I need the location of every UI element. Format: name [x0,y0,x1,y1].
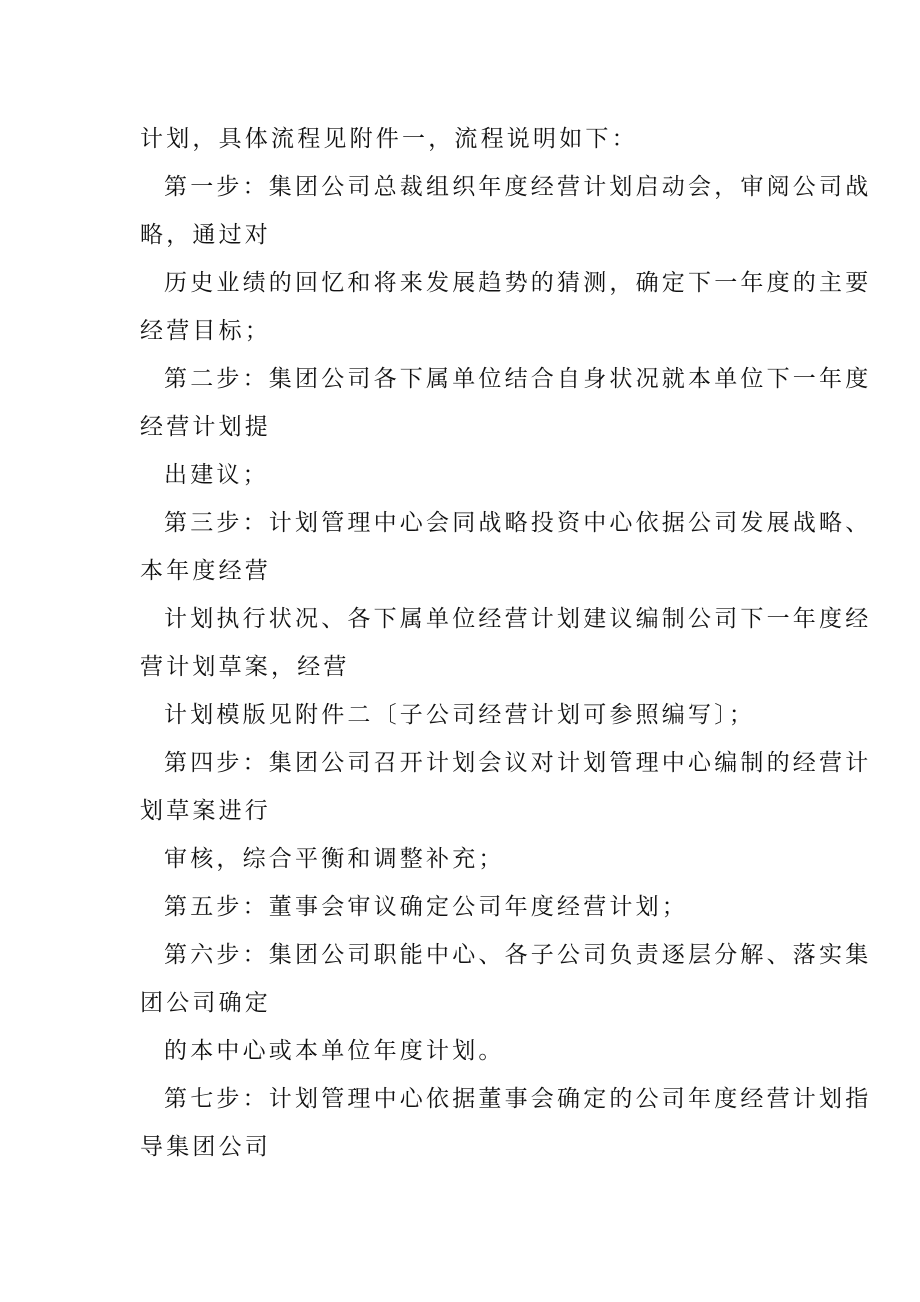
text-line-step1-detail: 历史业绩的回忆和将来发展趋势的猜测，确定下一年度的主要 [164,270,872,296]
text-line-step3: 第三步：计划管理中心会同战略投资中心依据公司发展战略、 [164,510,872,536]
text-line-step2: 第二步：集团公司各下属单位结合自身状况就本单位下一年度 [164,366,872,392]
text-line-step2-cont: 经营计划提 [140,414,271,440]
text-line-step3-template: 计划模版见附件二〔子公司经营计划可参照编写〕； [164,702,756,728]
text-line-step4-detail: 审核，综合平衡和调整补充； [164,846,505,872]
text-line-step7-cont: 导集团公司 [140,1134,271,1160]
text-line-step7: 第七步：计划管理中心依据董事会确定的公司年度经营计划指 [164,1086,872,1112]
text-line-intro: 计划，具体流程见附件一，流程说明如下： [140,126,638,152]
text-line-step4: 第四步：集团公司召开计划会议对计划管理中心编制的经营计 [164,750,872,776]
text-line-step3-detail: 计划执行状况、各下属单位经营计划建议编制公司下一年度经 [164,606,872,632]
text-line-step3-cont: 本年度经营 [140,558,271,584]
text-line-step6-cont: 团公司确定 [140,990,271,1016]
text-line-step5: 第五步：董事会审议确定公司年度经营计划； [164,894,688,920]
text-line-step6: 第六步：集团公司职能中心、各子公司负责逐层分解、落实集 [164,942,872,968]
text-line-step1-detail-cont: 经营目标； [140,318,271,344]
text-line-step1-cont: 略，通过对 [140,222,271,248]
text-line-step2-detail: 出建议； [164,462,269,488]
text-line-step6-detail: 的本中心或本单位年度计划。 [164,1038,505,1064]
text-line-step3-detail-cont: 营计划草案，经营 [140,654,350,680]
text-line-step1: 第一步：集团公司总裁组织年度经营计划启动会，审阅公司战 [164,174,872,200]
text-line-step4-cont: 划草案进行 [140,798,271,824]
